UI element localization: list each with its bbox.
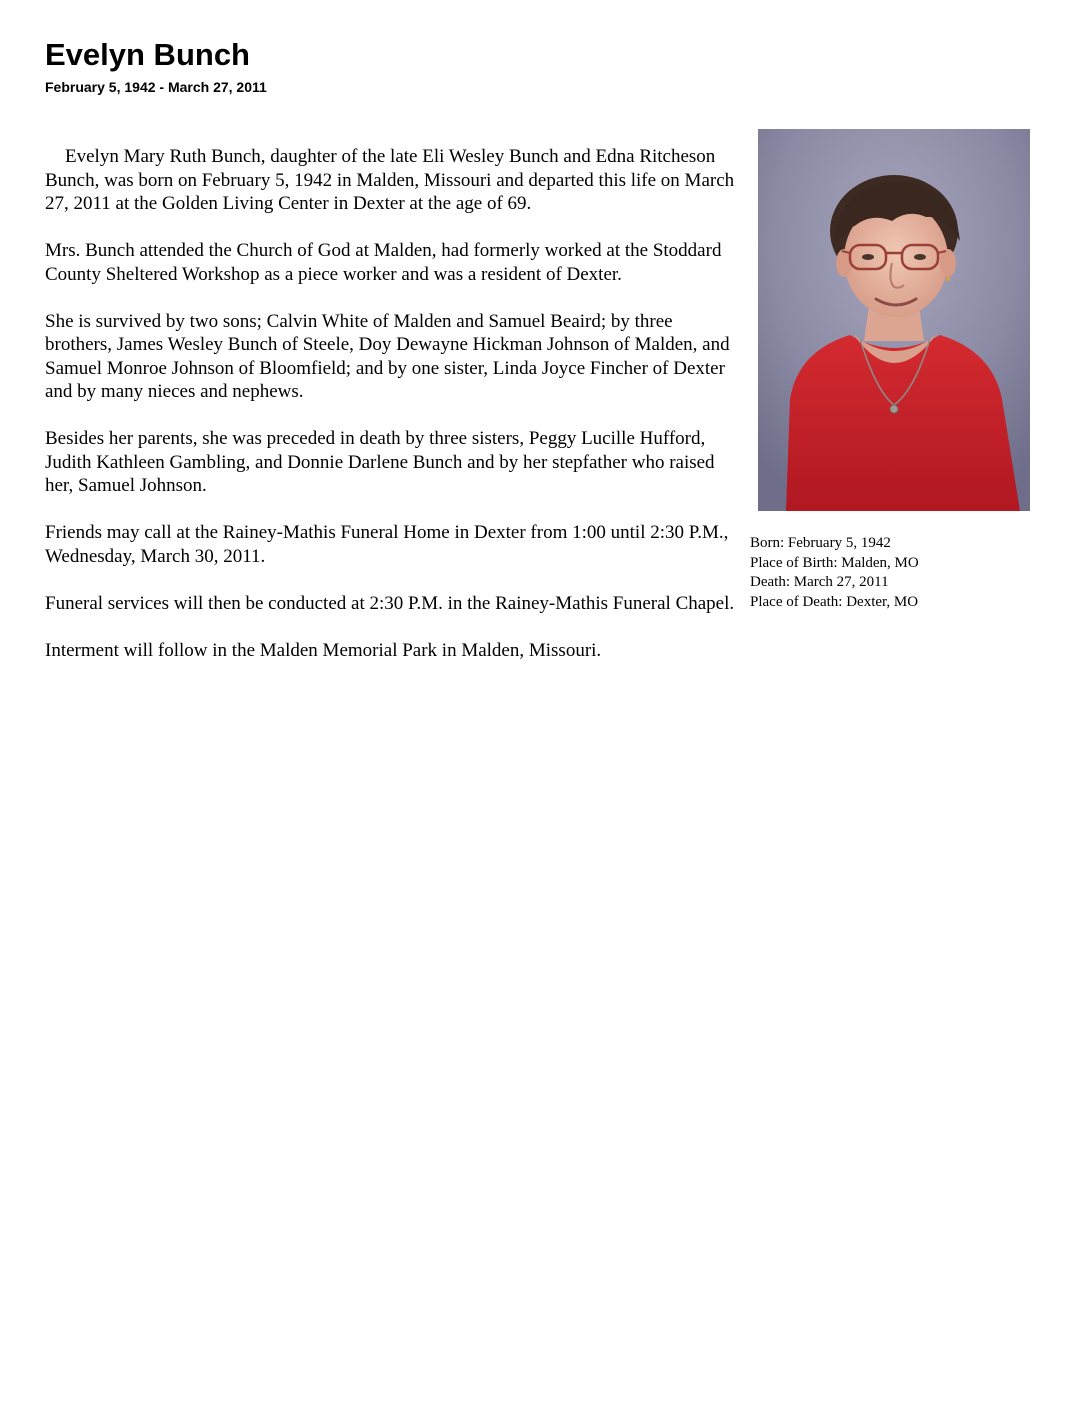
paragraph-visitation: Friends may call at the Rainey-Mathis Funeral Home in Dexter from 1:00 until 2:30 P.M., Wednesday, March 30, 2011. — [45, 522, 729, 567]
paragraph-biography: Evelyn Mary Ruth Bunch, daughter of the late Eli Wesley Bunch and Edna Ritcheson Bunch, was born on February 5, 1942 in Malden, Missouri and departed this life on March 27, 2011 at the Golden Living Center in Dexter at the age of 69. — [45, 146, 735, 214]
fact-death: Death: March 27, 2011 — [750, 574, 889, 590]
fact-place-of-death: Place of Death: Dexter, MO — [750, 593, 919, 610]
paragraph-interment: Interment will follow in the Malden Memorial Park in Malden, Missouri. — [45, 639, 602, 661]
paragraph-life: Mrs. Bunch attended the Church of God at Malden, had formerly worked at the Stoddard County Sheltered Workshop as a piece worker and was a resident of Dexter. — [45, 240, 722, 285]
life-dates: February 5, 1942 - March 27, 2011 — [45, 79, 267, 95]
paragraph-preceded: Besides her parents, she was preceded in death by three sisters, Peggy Lucille Hufford, Judith Kathleen Gambling, and Donnie Darlene Bunch and by her stepfather who raised her, Samuel Johnson. — [45, 428, 715, 496]
vital-facts — [750, 534, 1070, 612]
portrait-photo — [758, 129, 1030, 511]
obituary-name: Evelyn Bunch — [45, 37, 250, 72]
fact-place-of-birth: Place of Birth: Malden, MO — [750, 554, 919, 571]
paragraph-survivors: She is survived by two sons; Calvin White of Malden and Samuel Beaird; by three brothers, James Wesley Bunch of Steele, Doy Dewayne Hickman Johnson of Malden, and Samuel Monroe Johnson of Bloomfield; and by one sister, Linda Joyce Fincher of Dexter and by many nieces and nephews. — [45, 310, 730, 402]
fact-born: Born: February 5, 1942 — [750, 535, 891, 551]
obituary-body — [45, 145, 735, 686]
paragraph-services: Funeral services will then be conducted at 2:30 P.M. in the Rainey-Mathis Funeral Chapel. — [45, 592, 735, 614]
